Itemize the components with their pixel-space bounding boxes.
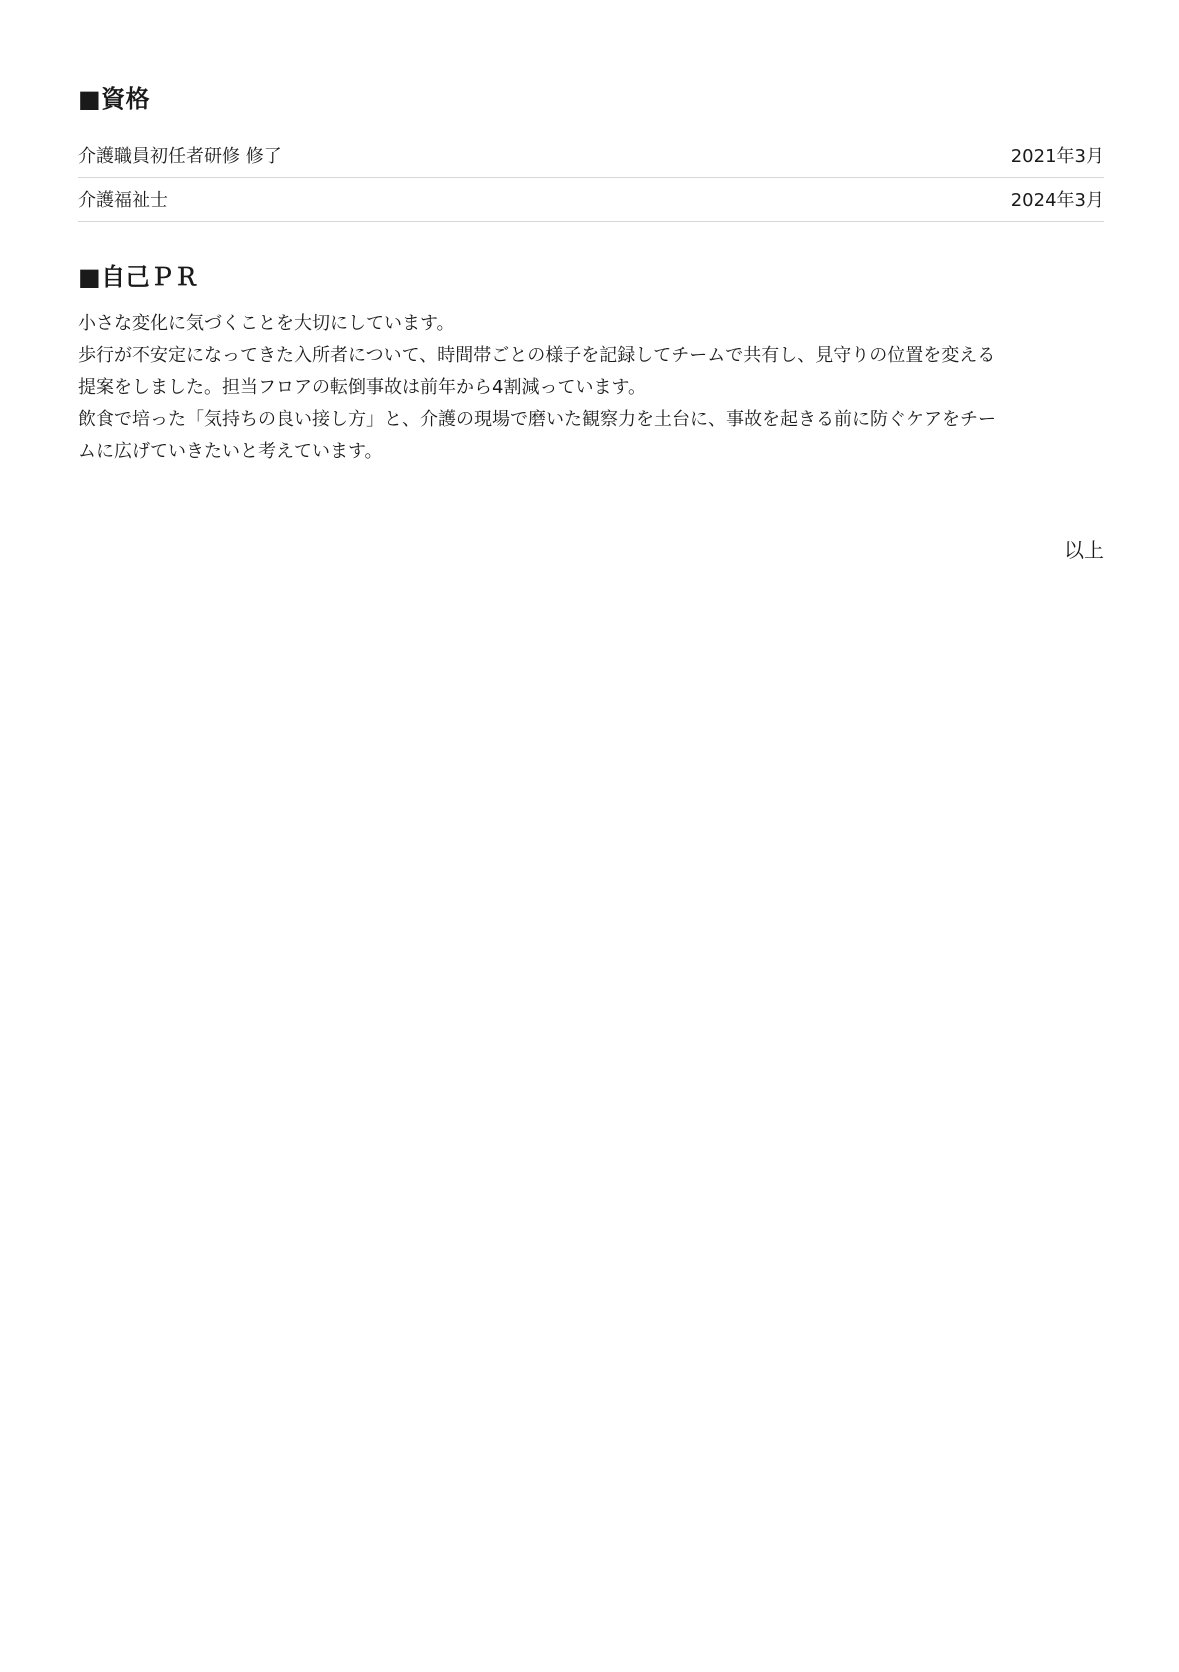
self-pr-line: ムに広げていきたいと考えています。	[78, 441, 383, 462]
qualification-name: 介護福祉士	[78, 189, 168, 211]
self-pr-line: 歩行が不安定になってきた入所者について、時間帯ごとの様子を記録してチームで共有し、見守りの位置を変える	[78, 345, 996, 366]
qualification-date: 2024年3月	[1010, 189, 1104, 211]
closing-remark: 以上	[1064, 538, 1104, 562]
self-pr-line: 飲食で培った「気持ちの良い接し方」と、介護の現場で磨いた観察力を土台に、事故を起きる前に防ぐケアをチー	[78, 409, 996, 430]
self-pr-body	[78, 308, 1104, 468]
self-pr-line: 提案をしました。担当フロアの転倒事故は前年から4割減っています。	[78, 377, 647, 398]
self-pr-line: 小さな変化に気づくことを大切にしています。	[78, 313, 455, 334]
qualification-row	[78, 178, 1104, 222]
self-pr-heading: ■自己ＰＲ	[78, 263, 200, 291]
qualification-row	[78, 134, 1104, 178]
qualification-date: 2021年3月	[1010, 145, 1104, 167]
qualifications-list	[78, 134, 1104, 222]
qualification-name: 介護職員初任者研修 修了	[78, 145, 282, 167]
qualifications-heading: ■資格	[78, 85, 151, 113]
